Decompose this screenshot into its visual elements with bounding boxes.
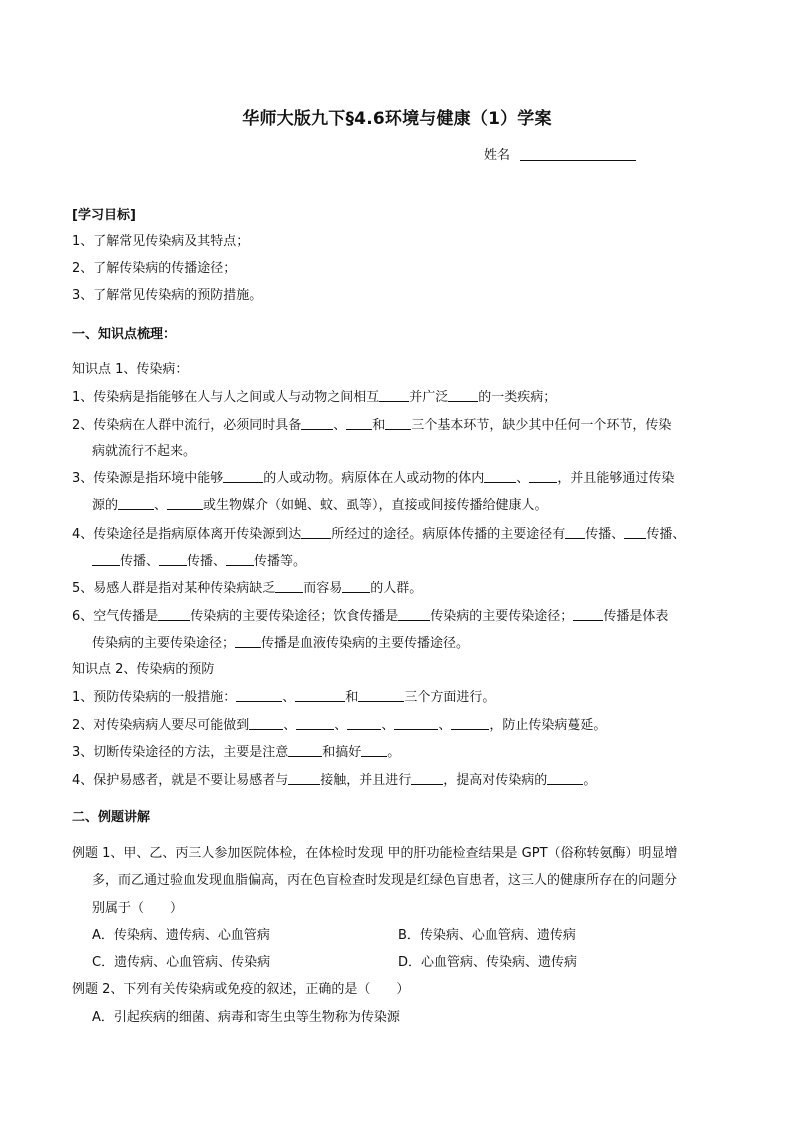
example-1-option-d: D．心血管病、传染病、遗传病 bbox=[398, 955, 578, 970]
example-2-option-a: A．引起疾病的细菌、病毒和寄生虫等生物称为传染源 bbox=[92, 1010, 400, 1025]
goal-1: 1、了解常见传染病及其特点； bbox=[72, 234, 250, 249]
point-5: 5、易感人群是指对某种传染病缺乏 而容易 的人群。 bbox=[72, 581, 423, 596]
name-blank[interactable] bbox=[520, 148, 636, 161]
knowledge-2-heading: 知识点 2、传染病的预防 bbox=[72, 662, 215, 677]
prevention-4: 4、保护易感者，就是不要让易感者与 接触，并且进行 ，提高对传染病的 。 bbox=[72, 773, 597, 788]
point-6-cont: 传染病的主要传染途径； 传播是血液传染病的主要传播途径。 bbox=[92, 636, 470, 651]
point-3-cont: 源的 、 或生物媒介（如蝇、蚊、虱等），直接或间接传播给健康人。 bbox=[92, 498, 548, 513]
prevention-3: 3、切断传染途径的方法，主要是注意 和搞好 。 bbox=[72, 745, 401, 760]
example-1-option-a: A．传染病、遗传病、心血管病 bbox=[92, 928, 270, 943]
example-1-option-b: B．传染病、心血管病、遗传病 bbox=[398, 928, 576, 943]
point-6: 6、空气传播是 传染病的主要传染途径；饮食传播是 传染病的主要传染途径； 传播是体表 bbox=[72, 609, 669, 624]
example-1-option-c: C．遗传病、心血管病、传染病 bbox=[92, 955, 271, 970]
section-1-heading: 一、知识点梳理： bbox=[72, 327, 177, 342]
goals-heading: [学习目标] bbox=[72, 208, 136, 223]
example-1-line-1: 例题 1、甲、乙、丙三人参加医院体检，在体检时发现 甲的肝功能检查结果是 GPT（俗称转氨酶）明显增 bbox=[72, 846, 678, 861]
prevention-2: 2、对传染病病人要尽可能做到 、 、 、 、 ，防止传染病蔓延。 bbox=[72, 718, 607, 733]
name-label: 姓名 bbox=[484, 148, 511, 163]
point-2-cont: 病就流行不起来。 bbox=[92, 444, 197, 459]
point-3: 3、传染源是指环境中能够 的人或动物。病原体在人或动物的体内 、 ，并且能够通过传染 bbox=[72, 471, 675, 486]
page-title: 华师大版九下§4.6环境与健康（1）学案 bbox=[242, 109, 552, 129]
point-1: 1、传染病是指能够在人与人之间或人与动物之间相互 并广泛 的一类疾病； bbox=[72, 390, 557, 405]
point-4: 4、传染途径是指病原体离开传染源到达 所经过的途径。病原体传播的主要途径有 传播、 传播、 bbox=[72, 527, 686, 542]
knowledge-1-heading: 知识点 1、传染病： bbox=[72, 362, 189, 377]
goal-2: 2、了解传染病的传播途径； bbox=[72, 261, 237, 276]
section-2-heading: 二、例题讲解 bbox=[72, 810, 151, 825]
example-1-line-3: 别属于（ ） bbox=[92, 901, 184, 916]
goal-3: 3、了解常见传染病的预防措施。 bbox=[72, 288, 263, 303]
point-4-cont: 传播、 传播、 传播等。 bbox=[92, 553, 306, 570]
prevention-1: 1、预防传染病的一般措施： 、 和 三个方面进行。 bbox=[72, 690, 496, 705]
point-2: 2、传染病在人群中流行，必须同时具备 、 和 三个基本环节，缺少其中任何一个环节，传染 bbox=[72, 418, 672, 433]
name-field bbox=[484, 144, 636, 163]
example-2-question: 例题 2、下列有关传染病或免疫的叙述，正确的是（ ） bbox=[72, 982, 410, 997]
example-1-line-2: 多，而乙通过验血发现血脂偏高，丙在色盲检查时发现是红绿色盲患者，这三人的健康所存在的问题分 bbox=[92, 873, 678, 888]
